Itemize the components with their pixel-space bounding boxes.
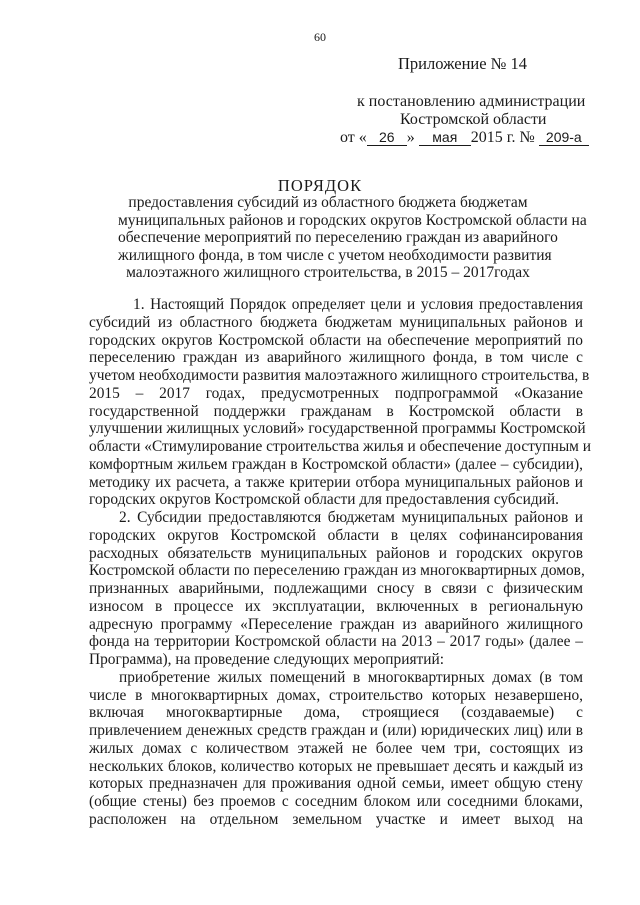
paragraph-line: субсидий из областного бюджета бюджетам муниципальных районов и <box>89 313 583 331</box>
paragraph-line: признанных аварийными, подлежащими сносу в связи с физическим <box>89 580 583 597</box>
date-month-handwritten: мая <box>419 130 471 146</box>
paragraph-line: числе в многоквартирных домах, строительство которых незавершено, <box>89 686 583 704</box>
paragraph-line: расположен на отдельном земельном участке и имеет выход на <box>89 810 583 828</box>
paragraph-line: фонда на территории Костромской области на 2013 – 2017 годы» (далее – <box>89 633 583 651</box>
paragraph-3 <box>89 669 583 829</box>
subtitle-line: малоэтажного жилищного строительства, в 2015 – 2017годах <box>126 264 530 282</box>
paragraph-line: (общие стены) без проемов с соседним блоком или соседними блоками, <box>89 793 583 810</box>
paragraph-line: приобретение жилых помещений в многоквартирных домах (в том <box>119 668 583 686</box>
date-prefix: от « <box>340 129 367 146</box>
resolution-date-line <box>340 129 589 147</box>
paragraph-line: области «Стимулирование строительства жилья и обеспечение доступным и <box>89 438 592 455</box>
paragraph-line: комфортным жильем граждан в Костромской области» (далее – субсидии), <box>89 455 583 473</box>
document-subtitle <box>118 194 587 282</box>
date-year: 2015 г. № <box>470 129 535 146</box>
paragraph-line: городских округов Костромской области для предоставления субсидий. <box>89 491 559 509</box>
paragraph-1 <box>89 296 592 509</box>
paragraph-line: привлечением денежных средств граждан и (или) юридических лиц) или в <box>89 722 583 739</box>
paragraph-line: включая многоквартирные дома, строящиеся (создаваемые) с <box>89 704 583 722</box>
paragraph-line: расходных обязательств муниципальных районов и городских округов <box>89 544 583 562</box>
paragraph-line: 2. Субсидии предоставляются бюджетам муниципальных районов и <box>119 509 583 526</box>
page-number: 60 <box>314 30 326 44</box>
paragraph-2 <box>89 509 583 669</box>
paragraph-line: 2015 – 2017 годах, предусмотренных подпрограммой «Оказание <box>89 384 583 402</box>
resolution-region: Костромской области <box>400 111 547 128</box>
document-body <box>89 296 592 829</box>
paragraph-line: Программа), на проведение следующих мероприятий: <box>89 651 445 668</box>
paragraph-line: износом в процессе их эксплуатации, включенных в региональную <box>89 597 583 615</box>
paragraph-line: Костромской области по переселению граждан из многоквартирных домов, <box>89 562 585 580</box>
paragraph-line: городских округов Костромской области в целях софинансирования <box>89 526 583 544</box>
subtitle-line: муниципальных районов и городских округов Костромской области на <box>118 211 587 229</box>
resolution-number-handwritten: 209-а <box>539 130 589 146</box>
paragraph-line: переселению граждан из аварийного жилищного фонда, в том числе с <box>89 349 583 367</box>
subtitle-line: жилищного фонда, в том числе с учетом необходимости развития <box>118 246 552 264</box>
subtitle-line: предоставления субсидий из областного бюджета бюджетам <box>128 194 528 211</box>
paragraph-line: жилых домах с количеством этажей не более чем три, состоящих из <box>89 739 583 757</box>
paragraph-line: адресную программу «Переселение граждан из аварийного жилищного <box>89 615 583 633</box>
subtitle-line: обеспечение мероприятий по переселению граждан из аварийного <box>118 229 558 247</box>
paragraph-line: городских округов Костромской области на обеспечение мероприятий по <box>89 331 583 349</box>
paragraph-line: которых предназначен для проживания одной семьи, имеет общую стену <box>89 775 583 793</box>
paragraph-line: нескольких блоков, количество которых не превышает десять и каждый из <box>89 757 583 775</box>
appendix-label: Приложение № 14 <box>398 54 528 73</box>
date-mid: » <box>406 129 415 146</box>
document-title: ПОРЯДОК <box>277 176 363 195</box>
paragraph-line: учетом необходимости развития малоэтажного жилищного строительства, в <box>89 367 590 384</box>
date-day-handwritten: 26 <box>367 130 407 146</box>
paragraph-line: методику их расчета, а также критерии отбора муниципальных районов и <box>89 473 583 491</box>
resolution-reference: к постановлению администрации <box>357 93 586 110</box>
paragraph-line: 1. Настоящий Порядок определяет цели и условия предоставления <box>133 296 583 313</box>
paragraph-line: улучшении жилищных условий» государственной программы Костромской <box>89 420 586 438</box>
paragraph-line: государственной поддержки гражданам в Костромской области в <box>89 402 583 420</box>
